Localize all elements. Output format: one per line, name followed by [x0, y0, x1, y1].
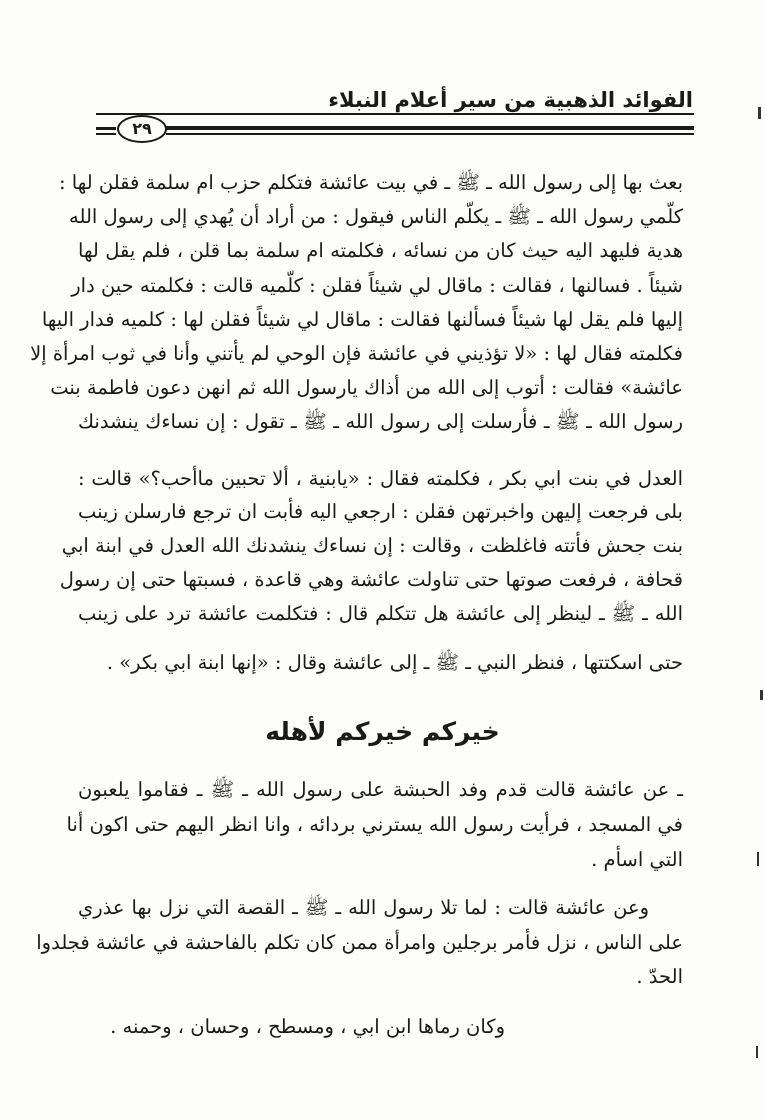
text-line: بعث بها إلى رسول الله ـ ﷺ ـ في بيت عائشة فتكلم حزب ام سلمة فقلن لها :	[59, 171, 683, 194]
text-line: شيئاً . فسالنها ، فقالت : ماقال لي شيئاً فقلن : كلّميه قالت : فكلمته حين دار	[71, 274, 683, 297]
text-line: ـ عن عائشة قالت قدم وفد الحبشة على رسول الله ـ ﷺ ـ فقاموا يلعبون	[78, 778, 683, 801]
text-line: قحافة ، فرفعت صوتها حتى تناولت عائشة وهي قاعدة ، فسبتها حتى إن رسول	[59, 568, 683, 591]
text-line: عائشة» فقالت : أتوب إلى الله من أذاك يارسول الله ثم انهن دعون فاطمة بنت	[50, 376, 683, 399]
header-rule-short-thin	[96, 133, 116, 135]
text-line: بلى فرجعت إليهن واخبرتهن فقلن : ارجعي اليه فأبت ان ترجع فارسلن زينب	[78, 500, 683, 523]
text-line: على الناس ، نزل فأمر برجلين وامرأة ممن كان تكلم بالفاحشة في عائشة فجلدوا	[36, 931, 683, 954]
text-line: الله ـ ﷺ ـ لينظر إلى عائشة هل تتكلم قال : فتكلمت عائشة ترد على زينب	[78, 602, 683, 625]
header-rule-thin	[166, 133, 694, 135]
text-line: العدل في بنت ابي بكر ، فكلمته فقال : «يابنية ، ألا تحبين ماأحب؟» قالت :	[78, 467, 683, 490]
text-line: التي اسأم .	[591, 848, 683, 871]
header-rule-top	[96, 113, 694, 115]
header-rule-short-thick	[96, 127, 116, 130]
running-header-title: الفوائد الذهبية من سير أعلام النبلاء	[328, 88, 693, 112]
scan-mark	[760, 690, 763, 700]
text-line: كلّمي رسول الله ـ ﷺ ـ يكلّم الناس فيقول : من أراد أن يُهدي إلى رسول الله	[69, 205, 683, 228]
text-line: حتى اسكتتها ، فنظر النبي ـ ﷺ ـ إلى عائشة وقال : «إنها ابنة ابي بكر» .	[106, 651, 683, 674]
text-line: وعن عائشة قالت : لما تلا رسول الله ـ ﷺ ـ القصة التي نزل بها عذري	[78, 896, 649, 919]
page-number: ٢٩	[117, 115, 167, 143]
text-line: بنت جحش فأتته فاغلظت ، وقالت : إن نساءك ينشدنك الله العدل في ابنة ابي	[61, 534, 683, 557]
text-line: الحدّ .	[636, 965, 683, 988]
text-line: رسول الله ـ ﷺ ـ فأرسلت إلى رسول الله ـ ﷺ ـ تقول : إن نساءك ينشدنك	[78, 410, 683, 433]
scan-mark	[757, 852, 759, 866]
text-line: هدية فليهد اليه حيث كان من نسائه ، فكلمته ام سلمة بما قلن ، فلم يقل لها	[78, 239, 683, 262]
header-rule-thick	[166, 126, 694, 130]
scan-mark	[758, 107, 761, 119]
text-line: إليها فلم يقل لها شيئاً فسألنها فقالت : ماقال لي شيئاً فقلن لها : كلميه فدار اليها	[41, 308, 683, 331]
text-line: فكلمته فقال لها : «لا تؤذيني في عائشة فإن الوحي لم يأتني وأنا في ثوب امرأة إلا	[30, 342, 683, 365]
section-heading: خيركم خيركم لأهله	[265, 717, 500, 746]
text-line: وكان رماها ابن ابي ، ومسطح ، وحسان ، وحمنه .	[110, 1015, 505, 1038]
scan-mark	[756, 1046, 758, 1058]
text-line: في المسجد ، فرأيت رسول الله يسترني بردائه ، وانا انظر اليهم حتى اكون أنا	[66, 813, 683, 836]
